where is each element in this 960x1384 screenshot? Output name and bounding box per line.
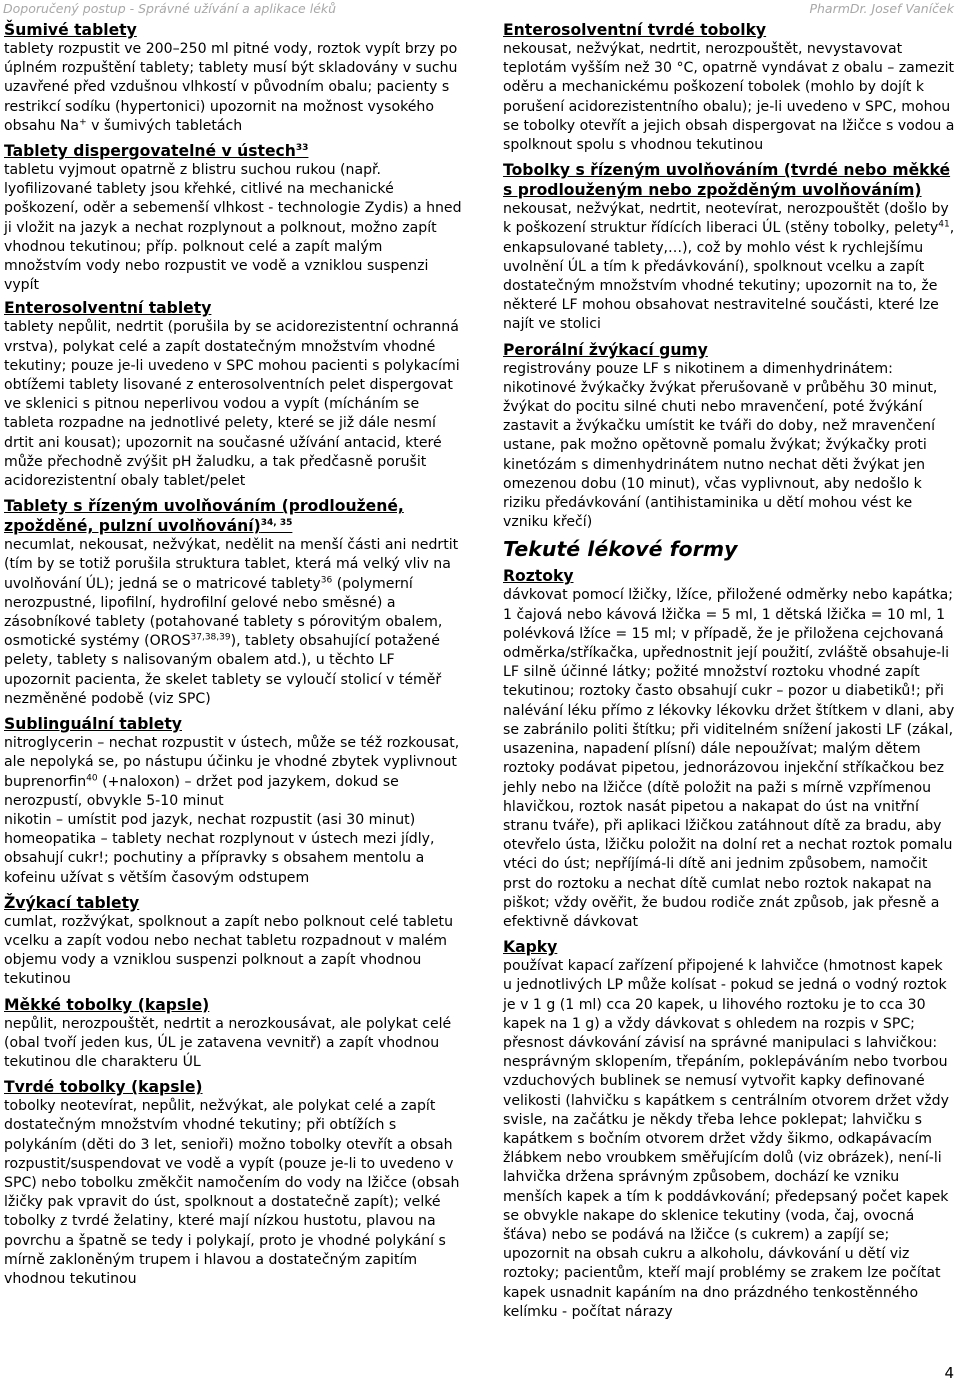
text-span: tablety rozpustit ve 200–250 ml pitné vody, roztok vypít brzy po úplném rozpuštění tablety; tablety musí být skladovány v suchu uzavřené před vzdušnou vlhkostí v původním obalu; pacienty s restrikcí sodíku (hypertonici) upozornit na možnost vysokého obsahu Na xyxy=(4,41,458,134)
section-text xyxy=(503,200,955,334)
reference-sup: 34, 35 xyxy=(260,518,293,529)
list-item: homeopatika – tablety nechat rozplynout v ústech mezi jídly, obsahují cukr!; pochutiny a přípravky s obsahem mentolu a kofeinu užívat s větším časovým odstupem xyxy=(4,831,435,886)
section-text: dávkovat pomocí lžičky, lžíce, přiložené odměrky nebo kapátka; 1 čajová nebo kávová lžička = 5 ml, 1 dětská lžička = 10 ml, 1 polévková lžíce = 15 ml; v případě, že je přiložena cejchovaná odměrka/stříkačka, upřednostnit její použití, zvláště obsahuje-li LF silně účinné látky; požité množství roztoku vhodné zapít tekutinou; roztoky často obsahují cukr – pozor u diabetiků!; při nalévání léku přímo z lékovky lékovku držet štítkem v dlani, aby se zabránilo politi štítku; při viditelném snížení jakosti LF (zákal, usazenina, napadení plísní) dále nepoužívat; malým dětem roztoky podávat pipetou, jednorázovou injekční stříkačkou bez jehly nebo na lžičce (dítě položit na paži s mírně vzpřímenou hlavičkou, roztok nasát pipetou a nakapat do úst na vnitřní stranu tváře), při aplikaci lžičkou zatáhnout dítě za bradu, aby otevřelo ústa, lžičku položit na dolní ret a nechat roztok pomalu vtéci do úst; nepříjímá-li dítě ani jednim způsobem, namočit prst do roztoku a nechat dítě cumlat nebo roztok nakapat na piškot; vždy ověřit, že budou rodiče znát způsob, jak přesně a efektivně dávkovat xyxy=(503,587,955,930)
section-title: Šumivé tablety xyxy=(4,21,137,39)
reference-sup: 33 xyxy=(295,142,309,153)
section-text: registrovány pouze LF s nikotinem a dimenhydrinátem: nikotinové žvýkačky žvýkat přerušovaně v průběhu 30 minut, žvýkat do pocitu silné chuti nebo mravenčení, poté žvýkání zastavit a žvýkačku umístit ke tváři do doby, než mravenčení ustane, pak možno opětovně pomalu žvýkat; žvýkačky proti kinetózám s dimenhydrinátem nutno nechat děti žvýkat jen omezenou dobu (10 minut), včas vyplivnout, aby nedošlo k riziku předávkování (antihistaminika u dětí mohou vést ke vzniku křečí) xyxy=(503,360,938,531)
title-span: Tablety s řízeným uvolňováním (prodloužené, zpožděné, pulzní uvolňování) xyxy=(4,497,404,536)
section-roztoky xyxy=(503,566,955,932)
section-enterosolventni-tablety xyxy=(4,298,464,491)
section-title: Sublinguální tablety xyxy=(4,715,182,734)
section-title: Enterosolventní tablety xyxy=(4,299,212,318)
header-title: Doporučený postup - Správné užívání a aplikace léků xyxy=(3,1,337,16)
section-title: Tobolky s řízeným uvolňováním (tvrdé nebo měkké s prodlouženým nebo zpožděným uvolňováním) xyxy=(503,161,951,200)
section-title: Kapky xyxy=(503,938,558,957)
section-text: tablety nepůlit, nedrtit (porušila by se acidorezistentní ochranná vrstva), polykat celé a zapít dostatečným množstvím vhodné tekutiny; pouze je-li uvedeno v SPC mohou pacienti s polykacími obtížemi tablety lisované z enterosolventních pelet dispergovat ve sklenici s pitnou neperlivou vodou a vypít (mícháním se tableta rozpadne na jednotlivé pelety, které se již dále nesmí drtit ani kousat); upozornit na současné užívání antacid, které může přechodně zvýšit pH žaludku, a tak předčasně porušit acidorezistentní obaly tablet/pelet xyxy=(4,319,460,490)
section-text: cumlat, rozžvýkat, spolknout a zapít nebo polknout celé tabletu vcelku a zapít vodou nebo nechat tabletu rozpadnout v malém objemu vody a vzniklou suspenzi polknout a zapít vhodnou tekutinou xyxy=(4,913,454,988)
section-rizene-uvolnovani xyxy=(4,496,464,709)
section-kapky xyxy=(503,937,955,1322)
text-span: (polymerní nerozpustné, lipofilní, hydrofilní gelové nebo směsné) a zásobníkové tablety (potahované tablety s pórovitým obalem, osmotické systémy (OROS xyxy=(4,575,443,650)
reference-sup: 36 xyxy=(320,574,333,585)
title-span: Tablety dispergovatelné v ústech xyxy=(4,142,296,161)
section-title: Měkké tobolky (kapsle) xyxy=(4,995,210,1014)
list-item: nitroglycerin – nechat rozpustit v ústech, může se též rozkousat, ale nepolyká se, po nástupu účinku je vhodné zbytek vyplivnout xyxy=(4,735,460,771)
section-title: Roztoky xyxy=(503,567,574,586)
section-title: Tvrdé tobolky (kapsle) xyxy=(4,1078,203,1097)
reference-sup: 40 xyxy=(86,772,98,783)
list-item: nikotin – umístit pod jazyk, nechat rozpustit (asi 30 minut) xyxy=(4,811,416,828)
chapter-heading: Tekuté lékové formy xyxy=(503,537,738,562)
section-title xyxy=(4,496,464,536)
section-text: používat kapací zařízení připojené k lahvičce (hmotnost kapek u jednotlivých LP může kolísat - pokud se jedná o vodný roztok je v 1 g (1 ml) cca 20 kapek, u lihového roztoku je to cca 30 kapek na 1 g) a vždy dávkovat s ohledem na rozpis v SPC; přesnost dávkování závisí na správné manipulaci s lahvičkou: nesprávným sklopením, třepáním, poklepáváním nebo tvorbou vzduchových bublinek se nemusí vytvořit kapky definované velikosti (lahvičku s kapátkem s centrálním otvorem držet vždy svisle, na začátku je někdy třeba lehce poklepat; lahvičku s kapátkem s bočním otvorem držet vždy šikmo, odkapávacím žlábkem nebo vroubkem směřujícím dolů (viz obrázek), není-li lahvička držena správným způsobem, dochází ke vzniku menších kapek a tím k poddávkování; předepsaný počet kapek se obvykle nakape do sklenice tekutiny (voda, čaj, ovocná šťáva) nebo se podává na lžičce (s cukrem) a zapíjí se; upozornit na obsah cukru a alkoholu, dávkování u dětí viz roztoky; pacientům, kteří mají problémy se zrakem lze počítat kapek usnadnit kapáním na dno prázdného tenkostěnného kelímku - počítat nárazy xyxy=(503,958,949,1320)
header-author: PharmDr. Josef Vaníček xyxy=(809,1,954,16)
section-enterosolventni-tobolky xyxy=(503,20,955,155)
section-title: Perorální žvýkací gumy xyxy=(503,340,708,359)
section-zvykaci-gumy xyxy=(503,340,955,533)
section-text: tabletu vyjmout opatrně z blistru suchou rukou (např. lyofilizované tablety jsou křehké, citlivé na mechanické poškození, oděr a sebemenší vlhkost - technologie Zydis) a hned ji vložit na jazyk a nechat rozplynout a polknout, možno zapít vhodnou tekutinou; příp. polknout celé a zapít malým množstvím vody nebo rozpustit ve vodě a vzniklou suspenzi vypít xyxy=(4,162,462,294)
section-text xyxy=(4,40,464,136)
text-span: , enkapsulované tablety,…), což by mohlo vést k rychlejšímu uvolnění ÚL a tím k předávkování), spolknout vcelku a zapít dostatečným množstvím vhodné tekutiny; upozornit na to, že některé LF mohou obsahovat nestravitelné součásti, které lze najít ve stolici xyxy=(503,220,955,333)
section-text: nekousat, nežvýkat, nedrtit, nerozpouštět, nevystavovat teplotám vyšším než 30 °C, opatrně vyndávat z obalu – zamezit oděru a mechanickému poškození tobolek (mohlo by dojít k porušení acidorezistentního obalu); je-li uvedeno v SPC, mohou se tobolky otevřít a jejich obsah dispergovat na lžičce s vodou a spolknout spolu s vhodnou tekutinou xyxy=(503,41,955,154)
text-span: v šumivých tabletách xyxy=(86,117,243,134)
section-sumive-tablety xyxy=(4,20,464,136)
text-span: ), tablety obsahující potažené pelety, tablety s nalisovaným obalem atd.), u těchto LF upozornit pacienta, že skelet tablety se vyloučí stolicí v téměř nezměněné podobě (viz SPC) xyxy=(4,633,442,707)
section-text: tobolky neotevírat, nepůlit, nežvýkat, ale polykat celé a zapít dostatečným množstvím vhodné tekutiny; při obtížích s polykáním (děti do 3 let, senioři) možno tobolky otevřít a obsah rozpustit/suspendovat ve vodě a vypít (pouze je-li to uvedeno v SPC) nebo tobolku změkčit namočením do vody na lžičce (obsah lžičky pak vpravit do úst, spolknout a dostatečně zapít); velké tobolky z tvrdé želatiny, které mají nízkou hustotu, plavou na povrchu a špatně se tedy i polykají, proto je vhodné polykání s mírně zakloněným trupem i hlavou a dostatečným zapitím vhodnou tekutinou xyxy=(4,1098,460,1287)
list-item xyxy=(4,773,464,811)
text-span: buprenorfin xyxy=(4,773,87,790)
section-zvykaci-tablety xyxy=(4,893,464,990)
text-span: nekousat, nežvýkat, nedrtit, neotevírat, nerozpouštět (došlo by k poškození struktur řídících liberaci ÚL (stěny tobolky, pelety xyxy=(503,201,949,237)
section-text: nepůlit, nerozpouštět, nedrtit a nerozkousávat, ale polykat celé (obal tvoří jeden kus, ÚL je zatavena vevnitř) a zapít vhodnou tekutinou dle charakteru ÚL xyxy=(4,1015,452,1070)
superscript: + xyxy=(79,117,87,128)
section-tobolky-rizene xyxy=(503,160,955,334)
reference-sup: 41 xyxy=(938,219,950,230)
page-header xyxy=(0,0,960,18)
section-title: Žvýkací tablety xyxy=(4,893,140,912)
section-sublingualni xyxy=(4,714,464,888)
reference-sup: 37,38,39 xyxy=(190,632,231,643)
page-number: 4 xyxy=(944,1364,954,1382)
section-title xyxy=(4,141,464,161)
section-mekke-tobolky xyxy=(4,995,464,1073)
section-dispergovatelne xyxy=(4,141,464,295)
section-title: Enterosolventní tvrdé tobolky xyxy=(503,21,767,39)
text-span: (+naloxon) – držet pod jazykem, dokud se nerozpustí, obvykle 5-10 minut xyxy=(4,773,399,809)
text-span: necumlat, nekousat, nežvýkat, nedělit na menší části ani nedrtit (tím by se totiž porušila struktura tablet, která má velký vliv na uvolňování ÚL); jedná se o matricové tablety xyxy=(4,537,459,592)
section-tvrde-tobolky xyxy=(4,1077,464,1289)
left-column xyxy=(4,20,464,1289)
right-column xyxy=(503,20,955,1322)
section-text xyxy=(4,536,464,709)
